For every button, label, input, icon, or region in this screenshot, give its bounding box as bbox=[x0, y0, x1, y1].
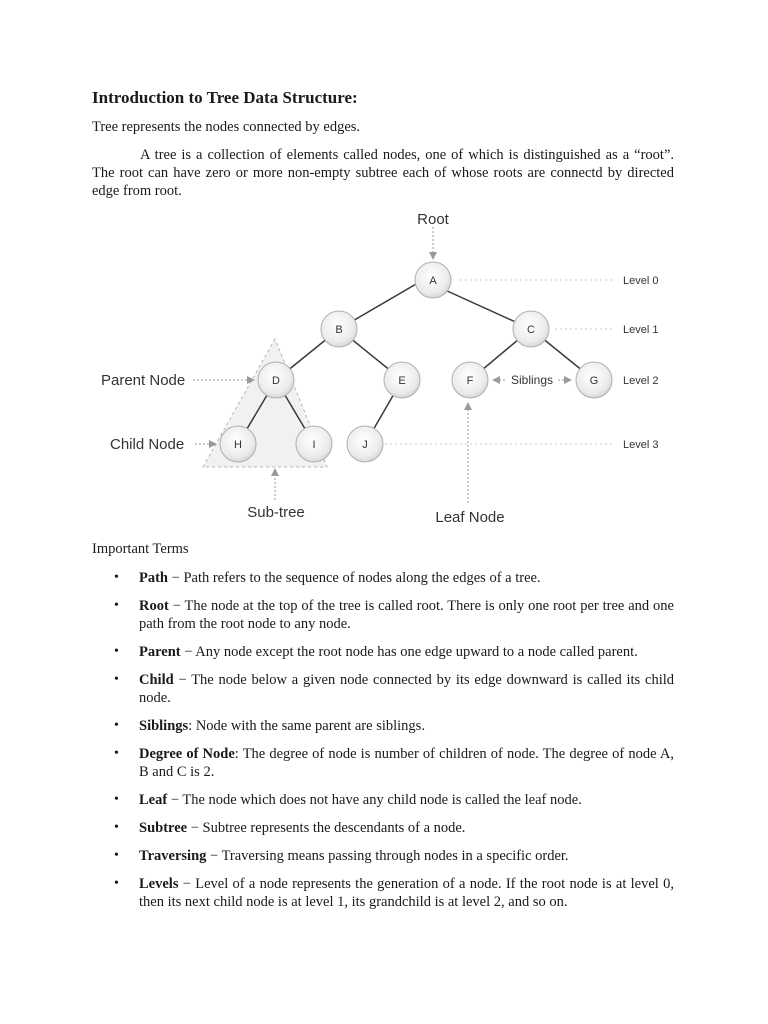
intro-line: Tree represents the nodes connected by edges. bbox=[92, 119, 361, 135]
term-item-degree-of-node: • Degree of Node: The degree of node is number of children of node. The degree of node A, B and C is 2. bbox=[0, 745, 674, 781]
tree-node-d bbox=[258, 362, 294, 398]
level-2-label: Level 2 bbox=[623, 375, 659, 387]
svg-text:G: G bbox=[589, 375, 599, 387]
leaf-node-label: Leaf Node bbox=[435, 509, 505, 526]
tree-node-b bbox=[321, 311, 357, 347]
term-item-levels: • Levels − Level of a node represents the generation of a node. If the root node is at level 0, then its next child node is at level 1, its grandchild is at level 2, and so on. bbox=[0, 875, 674, 911]
term-item-leaf: • Leaf − The node which does not have any child node is called the leaf node. bbox=[0, 791, 674, 809]
tree-node-g bbox=[576, 362, 612, 398]
svg-text:H: H bbox=[234, 439, 242, 451]
term-item-child: • Child − The node below a given node connected by its edge downward is called its child node. bbox=[0, 671, 674, 707]
siblings-label: Siblings bbox=[510, 373, 554, 387]
tree-node-f bbox=[452, 362, 488, 398]
level-1-label: Level 1 bbox=[623, 324, 659, 336]
root-label: Root bbox=[417, 211, 449, 228]
intro-paragraph: A tree is a collection of elements called nodes, one of which is distinguished as a “root”. The root can have zero or more non-empty subtree each of whose roots are connectd by directed edge from root. bbox=[92, 147, 674, 199]
term-item-siblings: • Siblings: Node with the same parent are siblings. bbox=[0, 717, 674, 735]
term-item-path: • Path − Path refers to the sequence of nodes along the edges of a tree. bbox=[0, 569, 674, 587]
term-item-traversing: • Traversing − Traversing means passing through nodes in a specific order. bbox=[0, 847, 674, 865]
tree-node-e bbox=[384, 362, 420, 398]
svg-text:A: A bbox=[429, 275, 437, 287]
svg-text:J: J bbox=[362, 439, 368, 451]
svg-text:I: I bbox=[312, 439, 316, 451]
term-item-subtree: • Subtree − Subtree represents the descendants of a node. bbox=[0, 819, 674, 837]
parent-node-label: Parent Node bbox=[101, 372, 186, 389]
tree-node-i bbox=[296, 426, 332, 462]
tree-node-c bbox=[513, 311, 549, 347]
term-item-root: • Root − The node at the top of the tree is called root. There is only one root per tree and one path from the root node to any node. bbox=[0, 597, 674, 633]
svg-text:D: D bbox=[272, 375, 280, 387]
svg-text:B: B bbox=[335, 324, 343, 336]
terms-list bbox=[0, 569, 674, 921]
level-3-label: Level 3 bbox=[623, 439, 659, 451]
tree-diagram bbox=[95, 205, 675, 530]
svg-text:F: F bbox=[466, 375, 474, 387]
svg-text:C: C bbox=[527, 324, 535, 336]
sub-tree-label: Sub-tree bbox=[247, 504, 305, 521]
tree-node-j bbox=[347, 426, 383, 462]
svg-text:E: E bbox=[398, 375, 406, 387]
page-title: Introduction to Tree Data Structure: bbox=[92, 88, 358, 107]
tree-node-h bbox=[220, 426, 256, 462]
term-item-parent: • Parent − Any node except the root node has one edge upward to a node called parent. bbox=[0, 643, 674, 661]
level-0-label: Level 0 bbox=[623, 275, 659, 287]
child-node-label: Child Node bbox=[110, 436, 185, 453]
tree-node-a bbox=[415, 262, 451, 298]
important-terms-heading: Important Terms bbox=[92, 541, 189, 557]
